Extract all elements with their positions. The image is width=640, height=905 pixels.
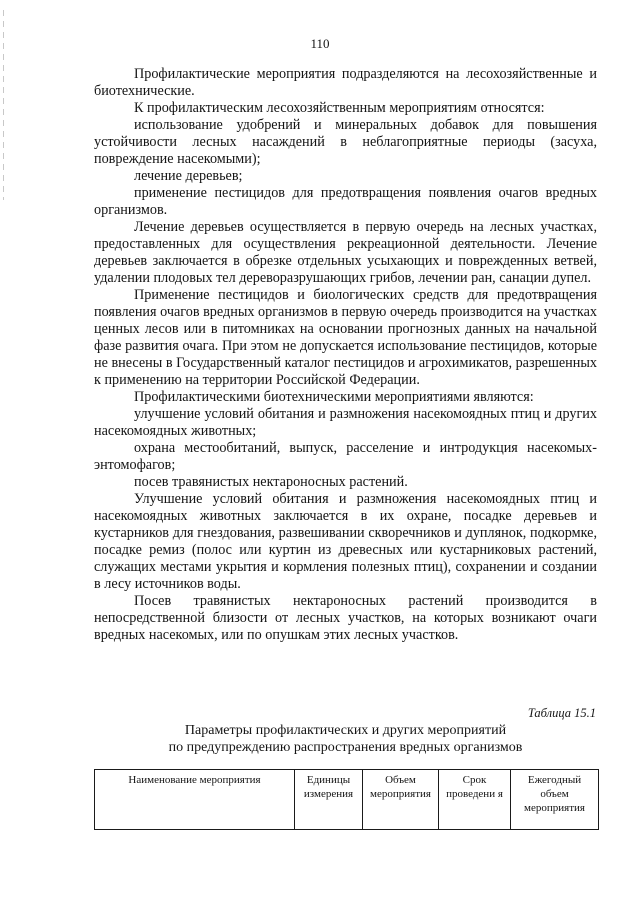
table-title: [94, 722, 597, 756]
paragraph-nectar-plants: посев травянистых нектароносных растений.: [134, 474, 408, 490]
table-header-row: [95, 770, 599, 830]
header-activity-name: Наименование мероприятия: [95, 770, 295, 830]
paragraph-biotech-heading: Профилактическими биотехническими мероприятиями являются:: [134, 389, 534, 405]
header-annual-volume: Ежегодный объем мероприятия: [511, 770, 599, 830]
paragraph-entomophages: охрана местообитаний, выпуск, расселение и интродукция насекомых-энтомофагов;: [94, 440, 597, 473]
paragraph-pesticides-detail: Применение пестицидов и биологических средств для предотвращения появления очагов вредных организмов в первую очередь производится на участках ценных лесов или в питомниках на основании прогнозных данных на начальной фазе развития очага. При этом не допускается использование пестицидов, которые не внесены в Государственный каталог пестицидов и агрохимикатов, разрешенных к применению на территории Российской Федерации.: [94, 287, 597, 388]
page-number: 110: [310, 36, 330, 51]
paragraph-bird-conditions-detail: Улучшение условий обитания и размножения насекомоядных птиц и насекомоядных животных заключается в их охране, посадке деревьев и кустарников для гнездования, развешивании скворечников и дуплянок, подкормке, посадке ремиз (полос или куртин из древесных или кустарниковых растений, служащих местами укрытия и кормления полезных птиц), сохранении и создании в лесу источников воды.: [94, 491, 597, 592]
paragraph-fertilizers: использование удобрений и минеральных добавок для повышения устойчивости лесных насаждений в неблагоприятные периоды (засуха, повреждение насекомыми);: [94, 117, 597, 167]
body-text: [94, 66, 597, 644]
header-period: Срок проведени я: [439, 770, 511, 830]
paragraph-tree-treatment: лечение деревьев;: [134, 168, 243, 184]
paragraph-bird-conditions: улучшение условий обитания и размножения насекомоядных птиц и других насекомоядных животных;: [94, 406, 597, 439]
header-volume: Объем мероприятия: [363, 770, 439, 830]
paragraph-intro: Профилактические мероприятия подразделяются на лесохозяйственные и биотехнические.: [94, 66, 597, 99]
header-units: Единицы измерения: [295, 770, 363, 830]
paragraph-tree-treatment-detail: Лечение деревьев осуществляется в первую очередь на лесных участках, предоставленных для осуществления рекреационной деятельности. Лечение деревьев заключается в обрезке отдельных усыхающих и поврежденных ветвей, удалении плодовых тел дереворазрушающих грибов, лечении ран, санации дупел.: [94, 219, 597, 286]
paragraph-pesticides-item: применение пестицидов для предотвращения появления очагов вредных организмов.: [94, 185, 597, 218]
parameters-table: [94, 769, 599, 830]
table-title-line-1: Параметры профилактических и других мероприятий: [184, 723, 507, 738]
paragraph-nectar-detail: Посев травянистых нектароносных растений производится в непосредственной близости от лесных участков, на которых возникают очаги вредных насекомых, или по опушкам этих лесных участков.: [94, 593, 597, 643]
table-title-line-2: по предупреждению распространения вредных организмов: [168, 740, 523, 755]
paragraph-forestry-heading: К профилактическим лесохозяйственным мероприятиям относятся:: [134, 100, 545, 116]
table-caption: Таблица 15.1: [527, 706, 596, 720]
